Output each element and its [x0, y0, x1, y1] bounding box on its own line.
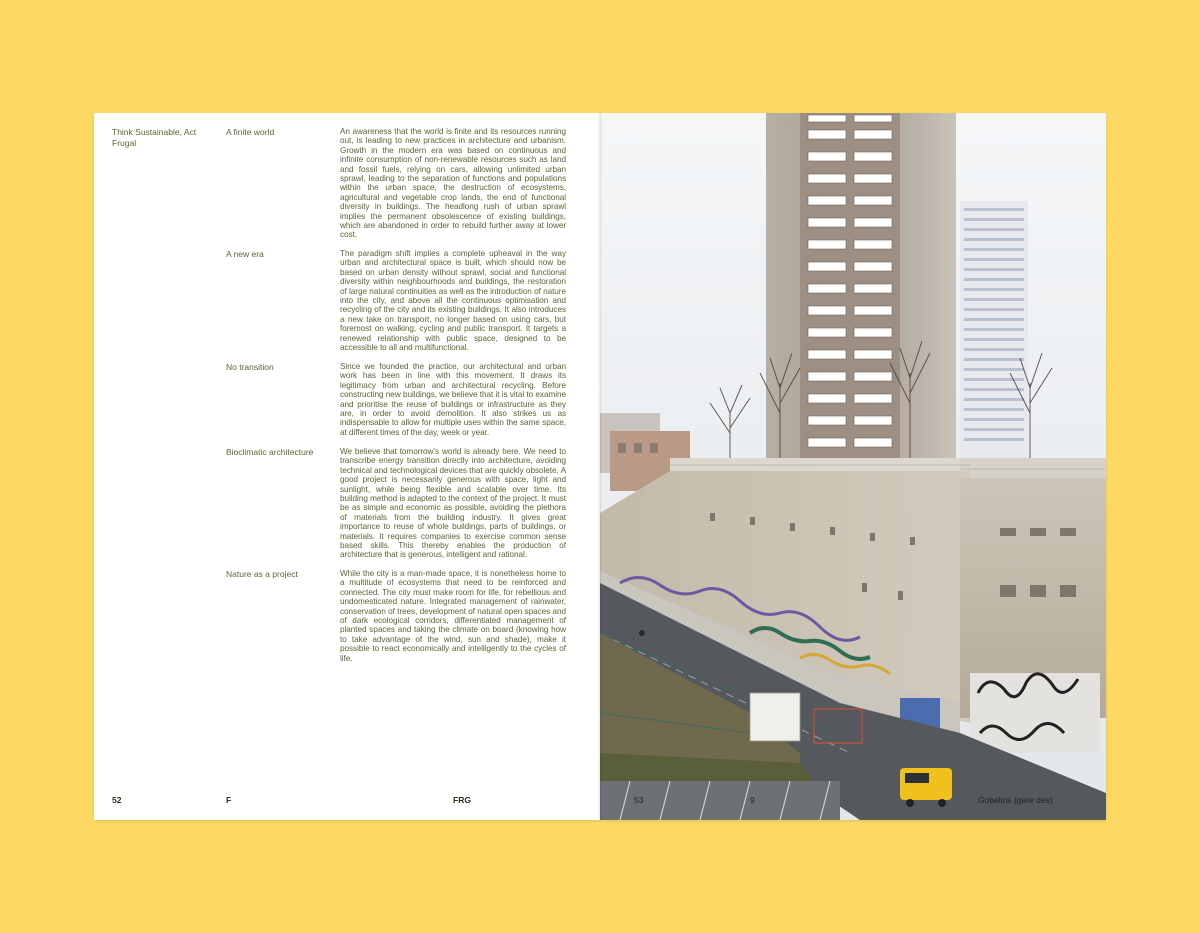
page-number-left: 52 [112, 795, 122, 805]
photo-location: Gobelins (gare des) [978, 795, 1053, 805]
section-heading-nature: Nature as a project [226, 569, 298, 579]
section-body-finite-world: An awareness that the world is finite and its resources running out, is leading to new practices in architecture and urbanism. Growth in the modern era was based on continuous and infinite consumption of non-renewable resources such as land and fossil fuels, relying on cars, allowing unlimited urban sprawl, leading to the separation of functions and populations within the urban space, the destruction of ecosystems, agricultural and vegetable crop lands, the end of functional diversity in buildings. The headlong rush of urban sprawl implies the permanent obsolescence of existing buildings, which are abandoned in order to rebuild further away at lower cost. [340, 127, 566, 240]
right-page [600, 113, 1106, 820]
section-body-bioclimatic: We believe that tomorrow’s world is already here. We need to transcribe energy transition directly into architecture, avoiding technical and technological devices that are quickly obsolete. A good project is necessarily generous with space, light and sunlight, while being flexible and scalable over time. Its building method is adapted to the context of the project. It must be as simple and economic as possible, avoiding the plethora of materials from the building industry. It gives great importance to reuse of whole buildings, parts of buildings, or materials. It requires companies to exercise common sense based skills. This thereby enables the production of architecture that is generous, intelligent and rational. [340, 447, 566, 560]
section-heading-new-era: A new era [226, 249, 264, 259]
section-body-nature: While the city is a man-made space, it is nonetheless home to a multitude of ecosystems that need to be reinforced and connected. The city must make room for life, for rebellious and undomesticated nature. Integrated management of rainwater, conservation of trees, development of natural open spaces and of dark ecological corridors, differentiated management of planted spaces and taking the climate on board (knowing how to take advantage of the wind, sun and shade), make it possible to react economically and intelligently to the cycles of life. [340, 569, 566, 663]
section-body-no-transition: Since we founded the practice, our architectural and urban work has been in line with this movement. It draws its legitimacy from urban and architectural recycling. Before constructing new buildings, we believe that it is vital to examine and prioritise the reuse of buildings or infrastructure as they are, in order to avoid demolition. It also strikes us as indispensable to allow for multiple uses within the same space, at different times of the day, week or year. [340, 362, 566, 437]
entry-number: 9 [750, 795, 755, 805]
section-heading-finite-world: A finite world [226, 127, 275, 137]
white-cabin [750, 693, 800, 741]
magazine-spread [94, 113, 1106, 820]
section-body-new-era: The paradigm shift implies a complete upheaval in the way urban and architectural space is built, which should now be based on urban density without sprawl, social and functional diversity within neighbourhoods and buildings, the restoration of large natural continuities as well as the introduction of nature into the city, and above all the continuous optimisation and recycling of the city and its existing buildings. It also introduces a new take on transport, no longer based on using cars, but foremost on walking, cycling and public transport. It targets a renewed relationship with public space, designed to be accessible to all and multifunctional. [340, 249, 566, 353]
section-heading-no-transition: No transition [226, 362, 274, 372]
background-tower [960, 201, 1028, 471]
book-gutter [598, 113, 602, 820]
photograph [600, 113, 1106, 820]
section-code: FRG [453, 795, 471, 805]
section-heading-bioclimatic: Bioclimatic architecture [226, 447, 314, 457]
main-tower [766, 113, 956, 458]
running-title: Think Sustainable, Act Frugal [112, 127, 197, 148]
page-number-right: 53 [634, 795, 644, 805]
left-page [94, 113, 600, 820]
section-letter: F [226, 795, 232, 805]
